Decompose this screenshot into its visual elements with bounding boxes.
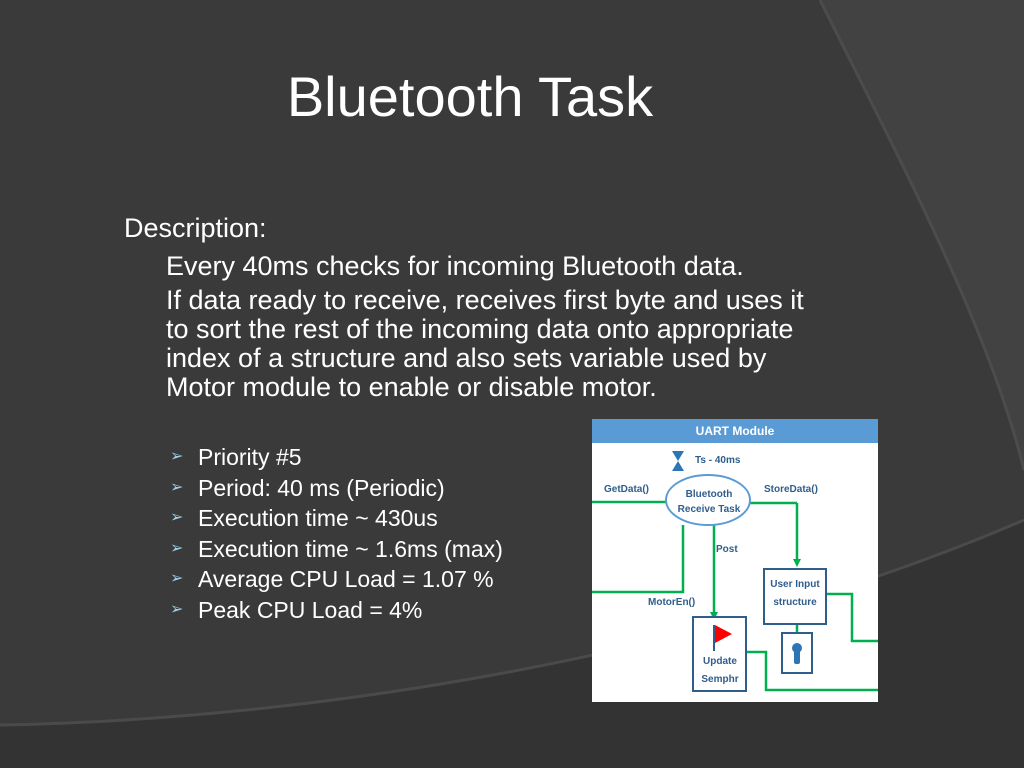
update-label-1: Update: [703, 656, 737, 667]
arrow-head-icon: [793, 559, 801, 567]
slide-title: Bluetooth Task: [286, 65, 654, 128]
bullet-peak-cpu: [170, 595, 503, 626]
description-line-4: index of a structure and also sets variable used by: [166, 343, 767, 373]
arrow-bullet-icon: ➢: [170, 570, 184, 588]
hourglass-icon: [672, 451, 684, 471]
bullet-period: [170, 473, 503, 504]
arrow-bullet-icon: ➢: [170, 509, 184, 527]
spec-bullet-list: [170, 442, 503, 626]
arrow-bullet-icon: ➢: [170, 478, 184, 496]
arrow-bullet-icon: ➢: [170, 539, 184, 557]
arrow-bullet-icon: ➢: [170, 448, 184, 465]
bullet-text: Priority #5: [198, 444, 302, 470]
uart-module-diagram: [592, 419, 878, 702]
description-line-1: Every 40ms checks for incoming Bluetooth data.: [166, 251, 744, 281]
bullet-text: Execution time ~ 1.6ms (max): [198, 535, 503, 562]
bullet-avg-cpu: [170, 564, 503, 595]
arrow-bullet-icon: ➢: [170, 600, 184, 618]
user-input-label-2: structure: [773, 597, 817, 608]
description-label: Description:: [124, 213, 267, 243]
description-line-3: to sort the rest of the incoming data onto appropriate: [166, 314, 794, 344]
task-label-line-2: Receive Task: [677, 504, 741, 515]
motoren-label: MotorEn(): [648, 597, 696, 608]
description-line-2: If data ready to receive, receives first byte and uses it: [166, 285, 804, 315]
bullet-exec-time-max: [170, 534, 503, 565]
user-input-label-1: User Input: [770, 579, 820, 590]
description-line-5: Motor module to enable or disable motor.: [166, 372, 657, 402]
storedata-label: StoreData(): [764, 484, 818, 495]
getdata-label: GetData(): [604, 484, 650, 495]
diagram-header-label: UART Module: [695, 424, 775, 438]
bullet-priority: [170, 442, 503, 473]
bullet-text: Peak CPU Load = 4%: [198, 596, 423, 623]
timer-label: Ts - 40ms: [695, 455, 741, 466]
bullet-text: Execution time ~ 430us: [198, 505, 438, 532]
bluetooth-receive-task-node: [666, 475, 750, 525]
post-label: Post: [716, 544, 738, 555]
bullet-text: Period: 40 ms (Periodic): [198, 474, 445, 501]
update-label-2: Semphr: [701, 674, 739, 685]
bullet-text: Average CPU Load = 1.07 %: [198, 566, 494, 593]
task-label-line-1: Bluetooth: [685, 489, 733, 500]
bullet-exec-time: [170, 503, 503, 534]
